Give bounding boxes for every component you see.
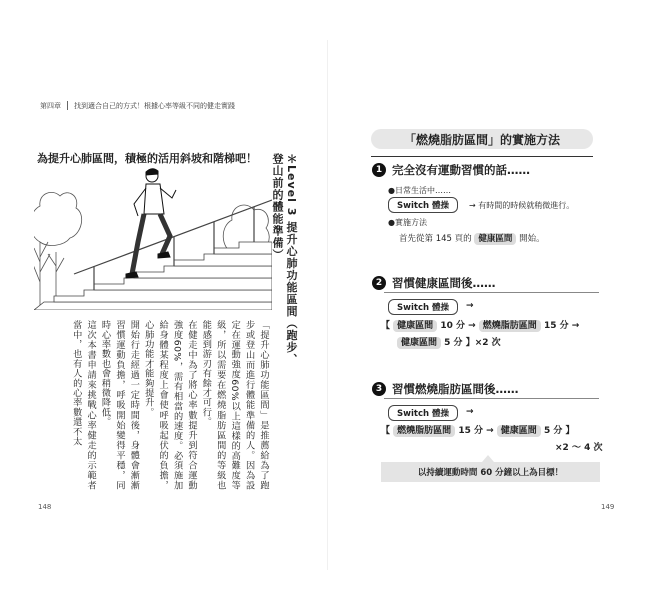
duration-2: 15 分 → xyxy=(543,321,580,331)
bracket-close: 】 xyxy=(565,426,575,436)
illustration-caption: 為提升心肺區間，積極的活用斜坡和階梯吧！ xyxy=(37,152,257,165)
bracket-close-repeat: 】×2 次 xyxy=(465,338,501,348)
page-gutter xyxy=(327,40,328,570)
bracket-open: 【 xyxy=(381,321,391,331)
section-2-route-line-2 xyxy=(397,335,501,348)
duration-2: 5 分 xyxy=(543,426,563,436)
section-2-heading: 習慣健康區間後…… xyxy=(392,276,496,290)
section-1-number: 1 xyxy=(372,163,386,177)
chapter-label: 第四章 xyxy=(40,102,61,110)
health-zone-tag: 健康區間 xyxy=(497,425,541,437)
chapter-header xyxy=(40,101,235,111)
section-3-number: 3 xyxy=(372,382,386,396)
switch-exercise-label: Switch 體操 xyxy=(388,197,458,213)
section-3-route-line-1 xyxy=(381,423,575,436)
section-3-heading: 習慣燃燒脂肪區間後…… xyxy=(392,382,519,396)
arrow-right-icon: → xyxy=(466,301,474,311)
header-divider xyxy=(67,101,68,110)
section-1-bullet-method: ●實施方法 xyxy=(388,218,427,227)
title-rule xyxy=(371,156,593,157)
section-2-route-line-1 xyxy=(381,318,579,331)
page-title: 「燃燒脂肪區間」的實施方法 xyxy=(403,133,560,147)
switch-exercise-label-3: Switch 體操 xyxy=(388,405,458,421)
section-3-rule xyxy=(384,398,599,399)
section-3-repeat: ×2 ～ 4 次 xyxy=(555,443,603,453)
bracket-open: 【 xyxy=(381,426,391,436)
page-number-right: 149 xyxy=(601,503,615,511)
section-1-switch-note: → 有時間的時候就稍微進行。 xyxy=(469,201,575,210)
duration-1: 15 分 → xyxy=(458,426,494,436)
duration-3: 5 分 xyxy=(444,338,463,348)
level-heading: ＊Level 3 提升心肺功能區間（跑步、登山前的體能準備） xyxy=(271,153,298,366)
paragraph-1: 「提升心肺功能區間」是推薦給為了跑步或登山而進行體能準備的人。因為設定在運動強度60%以上這樣的高難度等級，所以需要在燃燒脂肪區間的等級也能感到游刃有餘才可行。 xyxy=(200,320,269,490)
page-number-left: 148 xyxy=(38,503,52,511)
health-zone-tag: 健康區間 xyxy=(397,337,441,349)
duration-1: 10 分 → xyxy=(440,321,476,331)
switch-exercise-label-2: Switch 體操 xyxy=(388,299,458,315)
body-text xyxy=(52,320,270,490)
banner-pointer xyxy=(482,455,494,462)
section-1-heading: 完全沒有運動習慣的話…… xyxy=(392,163,530,177)
section-2-number: 2 xyxy=(372,276,386,290)
section-1-bullet-daily: ●日常生活中…… xyxy=(388,186,451,195)
goal-banner-text: 以持續運動時間 60 分鐘以上為目標！ xyxy=(417,468,564,478)
paragraph-2: 在健走中為了將心率數提升到符合運動強度60%，需有相當的速度。必須施加給身體某程度上會使呼吸起伏的負擔，心肺功能才能夠提升。 xyxy=(142,320,197,490)
section-1-method-text xyxy=(399,232,545,244)
method-post: 開始。 xyxy=(519,234,545,244)
method-pre: 首先從第 145 頁的 xyxy=(399,234,472,244)
paragraph-4: 這次本書申請來挑戰心率健走的示範者當中，也有人的心率數還不太 xyxy=(70,320,97,490)
stair-climbing-illustration xyxy=(34,162,272,310)
health-zone-tag: 健康區間 xyxy=(393,320,437,332)
fat-burn-zone-tag: 燃燒脂肪區間 xyxy=(479,320,541,332)
section-2-rule xyxy=(384,292,599,293)
fat-burn-zone-tag: 燃燒脂肪區間 xyxy=(393,425,455,437)
paragraph-3: 開始行走經過一定時間後，身體會漸漸習慣運動負擔，呼吸開始變得平穩，同時心率數也會稍微降低。 xyxy=(99,320,140,490)
arrow-right-icon: → xyxy=(466,407,474,417)
chapter-title: 找到適合自己的方式！根據心率等級不同的健走實踐 xyxy=(74,102,235,110)
health-zone-tag: 健康區間 xyxy=(474,233,516,245)
